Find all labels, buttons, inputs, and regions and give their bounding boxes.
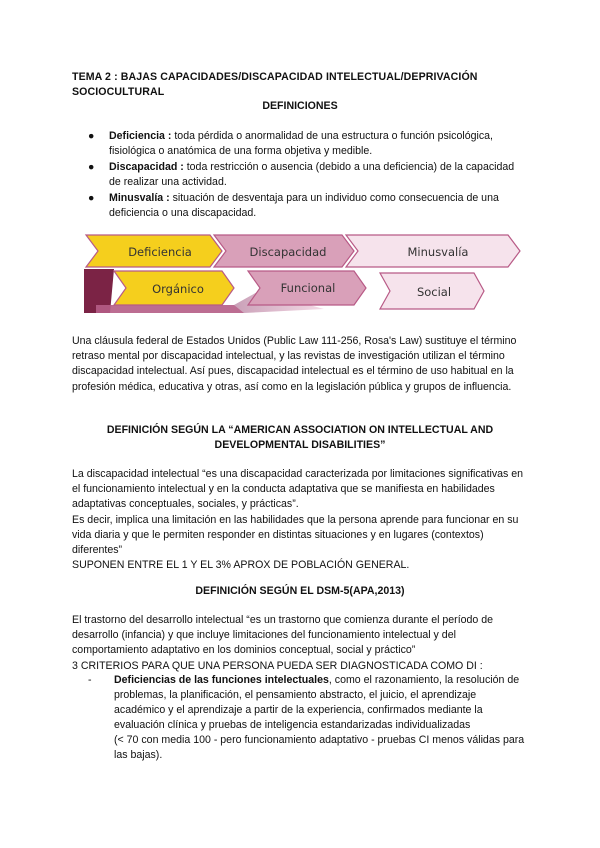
bullet-icon: ● [88, 161, 95, 173]
population-statement: SUPONEN ENTRE EL 1 Y EL 3% APROX DE POBLACIÓN GENERAL. [72, 559, 410, 572]
criteria-intro: 3 CRITERIOS PARA QUE UNA PERSONA PUEDA SER DIAGNOSTICADA COMO DI : [72, 659, 483, 672]
concept-diagram [84, 233, 524, 315]
title-line-1: TEMA 2 : BAJAS CAPACIDADES/DISCAPACIDAD INTELECTUAL/DEPRIVACIÓN [72, 71, 478, 83]
list-item [88, 191, 528, 221]
dsm-heading: DEFINICIÓN SEGÚN EL DSM-5(APA,2013) [195, 585, 405, 597]
label-social: Social [416, 285, 452, 299]
aaidd-explanation: Es decir, implica una limitación en las habilidades que la persona aprende para funcionar en su vida diaria y que le permiten responder en distintas situaciones y en lugares (contextos) diferentes” [72, 513, 519, 557]
ribbon-shadow [96, 305, 254, 313]
definition-text: toda pérdida o anormalidad de una estructura o función psicológica, fisiológica o anatómica de una forma objetiva y medible. [109, 130, 493, 157]
dsm-definition: El trastorno del desarrollo intelectual “es un trastorno que comienza durante el período de desarrollo (infancia) y que incluye limitaciones del funcionamiento intelectual y del comportamiento adaptativo en los dominios conceptual, social y práctico” [72, 614, 494, 657]
paragraph-rosas-law: Una cláusula federal de Estados Unidos (Public Law 111-256, Rosa's Law) sustituye el término retraso mental por discapacidad intelectual, y las revistas de investigación utilizan el término discapacidad intelectual. Así pues, discapacidad intelectual es el término de uso habitual en la profesión médica, educativa y otras, así como en la legislación pública y grupos de influencia. [72, 335, 517, 393]
list-item [88, 129, 528, 159]
aaidd-definition: La discapacidad intelectual “es una discapacidad caracterizada por limitaciones significativas en el funcionamiento intelectual y en la conducta adaptativa que se manifiesta en habilidades adaptativas conceptuales, sociales, y prácticas”. [72, 468, 524, 511]
bullet-icon: ● [88, 130, 95, 142]
criterion-note: (< 70 con media 100 - pero funcionamiento adaptativo - pruebas CI menos válidas para las bajas). [114, 734, 525, 761]
bullet-icon: ● [88, 192, 95, 204]
label-organico: Orgánico [152, 282, 204, 296]
label-discapacidad: Discapacidad [249, 245, 327, 259]
list-item [88, 160, 528, 190]
label-funcional: Funcional [280, 281, 336, 295]
definition-term: Minusvalía : [109, 192, 170, 204]
aaidd-heading-line-1: DEFINICIÓN SEGÚN LA “AMERICAN ASSOCIATION ON INTELLECTUAL AND [106, 424, 494, 436]
label-minusvalia: Minusvalía [407, 245, 469, 259]
title-line-2: SOCIOCULTURAL [72, 86, 165, 98]
definition-text: toda restricción o ausencia (debido a una deficiencia) de la capacidad de realizar una actividad. [109, 161, 515, 188]
criterion-text: , como el razonamiento, la resolución de problemas, la planificación, el pensamiento abstracto, el juicio, el aprendizaje académico y el aprendizaje a partir de la experiencia, confirmados mediante la evaluación clínica y pruebas de inteligencia estandarizadas individualizadas [114, 674, 520, 731]
aaidd-heading [60, 423, 540, 453]
document-title [72, 70, 542, 100]
definition-term: Discapacidad : [109, 161, 184, 173]
aaidd-paragraph [72, 467, 534, 573]
list-item [88, 673, 528, 763]
definition-text: situación de desventaja para un individuo como consecuencia de una deficiencia o una discapacidad. [109, 192, 499, 219]
criterion-term: Deficiencias de las funciones intelectuales [114, 674, 329, 686]
dsm-paragraph [72, 613, 534, 674]
definition-term: Deficiencia : [109, 130, 172, 142]
definitions-list [88, 129, 528, 222]
dash-icon: - [88, 674, 92, 686]
definitions-heading: DEFINICIONES [262, 100, 338, 112]
criteria-list [88, 673, 528, 763]
label-deficiencia: Deficiencia [128, 245, 192, 259]
aaidd-heading-line-2: DEVELOPMENTAL DISABILITIES” [214, 439, 386, 451]
